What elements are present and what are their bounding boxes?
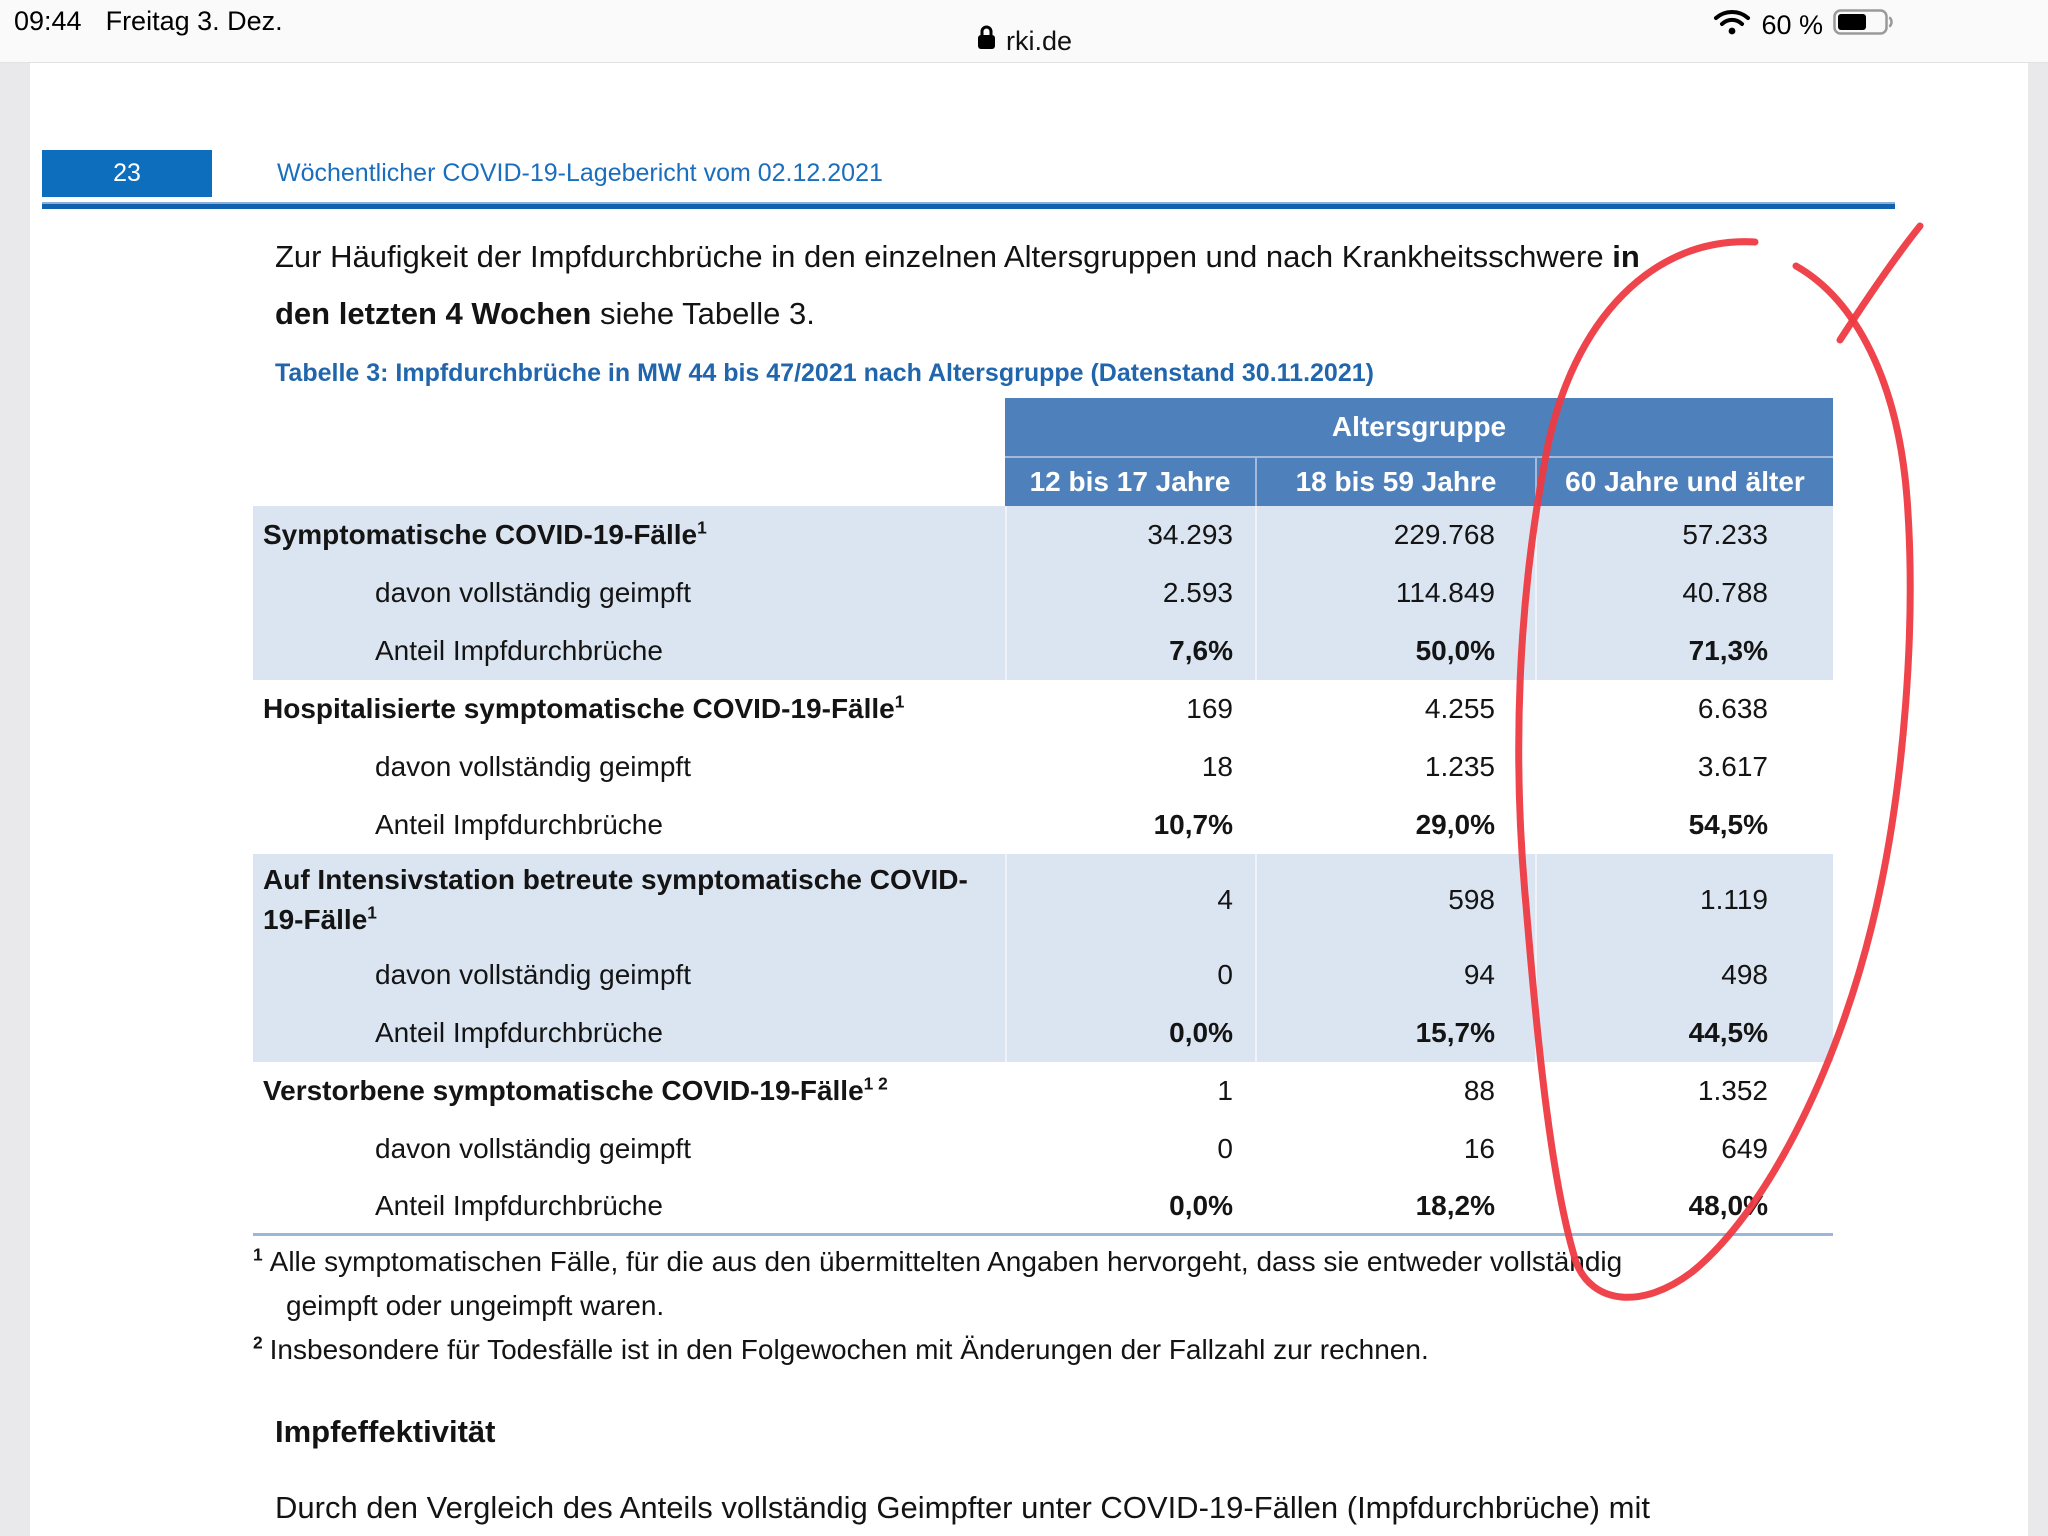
clock: 09:44 [14, 6, 82, 36]
cell-60plus: 3.617 [1697, 751, 1768, 782]
row-label: Hospitalisierte symptomatische COVID-19-Fälle$^1$ [263, 691, 905, 724]
footnote-2: $^2$ Insbesondere für Todesfälle ist in den Folgewochen mit Änderungen der Fallzahl zur rechnen. [253, 1332, 1429, 1365]
table-caption: Tabelle 3: Impfdurchbrüche in MW 44 bis 47/2021 nach Altersgruppe (Datenstand 30.11.2021) [275, 359, 1374, 387]
table-row [253, 796, 1833, 854]
pdf-page [30, 62, 2028, 1536]
cell-18-59: 598 [1255, 854, 1535, 946]
row-label: Symptomatische COVID-19-Fälle$^1$ [263, 517, 707, 550]
cell-60plus: 40.788 [1535, 564, 1833, 622]
row-label: Verstorbene symptomatische COVID-19-Fälle$^{1 2}$ [263, 1073, 888, 1106]
row-label: Auf Intensivstation betreute symptomatische COVID-19-Fälle$^1$ [263, 864, 968, 935]
url-domain: rki.de [1005, 25, 1073, 56]
col-header-18-59: 18 bis 59 Jahre [1255, 458, 1535, 506]
battery-percent: 60 % [1761, 10, 1823, 40]
cell-60plus: 498 [1535, 946, 1833, 1004]
cell-18-59: 29,0% [1415, 809, 1495, 840]
date: Freitag 3. Dez. [105, 6, 283, 36]
intro-paragraph [275, 228, 1640, 342]
row-label: davon vollständig geimpft [375, 959, 691, 990]
table-row [253, 506, 1833, 564]
cell-12-17: 2.593 [1005, 564, 1255, 622]
cell-12-17: 0 [1217, 1133, 1233, 1164]
cell-60plus: 1.119 [1535, 854, 1833, 946]
row-label: davon vollständig geimpft [375, 751, 691, 782]
footnote-1-line-1: $^1$ Alle symptomatischen Fälle, für die aus den übermittelten Angaben hervorgeht, dass sie entweder vollständig [253, 1244, 1623, 1277]
cell-18-59: 94 [1255, 946, 1535, 1004]
cell-60plus: 54,5% [1688, 809, 1768, 840]
header-rule [42, 202, 1895, 209]
col-header-12-17: 12 bis 17 Jahre [1029, 466, 1231, 497]
table-row [253, 854, 1833, 946]
row-label: Anteil Impfdurchbrüche [375, 635, 663, 666]
cell-60plus: 71,3% [1535, 622, 1833, 680]
cell-12-17: 4 [1005, 854, 1255, 946]
cell-18-59: 4.255 [1424, 693, 1495, 724]
cell-60plus: 57.233 [1535, 506, 1833, 564]
cell-12-17: 0 [1005, 946, 1255, 1004]
report-header [42, 150, 883, 197]
page-number-badge: 23 [42, 150, 212, 197]
intro-line-2: den letzten 4 Wochen siehe Tabelle 3. [275, 296, 815, 331]
table-row [253, 1178, 1833, 1236]
data-table [253, 398, 1833, 1236]
cell-12-17: 7,6% [1005, 622, 1255, 680]
table-row [253, 680, 1833, 738]
table-column-headers [1005, 458, 1833, 506]
cell-12-17: 0,0% [1005, 1004, 1255, 1062]
cell-12-17: 1 [1217, 1075, 1233, 1106]
cell-18-59: 88 [1463, 1075, 1495, 1106]
row-label: davon vollständig geimpft [375, 577, 691, 608]
browser-chrome [0, 0, 2048, 63]
address-bar[interactable] [0, 24, 2048, 58]
cell-18-59: 18,2% [1415, 1189, 1495, 1221]
row-label: Anteil Impfdurchbrüche [375, 809, 663, 840]
section-heading: Impfeffektivität [275, 1414, 496, 1449]
row-label: Anteil Impfdurchbrüche [375, 1017, 663, 1048]
cell-12-17: 169 [1186, 693, 1233, 724]
table-row [253, 1062, 1833, 1120]
cell-18-59: 229.768 [1255, 506, 1535, 564]
cell-60plus: 44,5% [1535, 1004, 1833, 1062]
lock-icon [976, 24, 997, 58]
cell-60plus: 6.638 [1697, 693, 1768, 724]
footnotes [253, 1240, 1622, 1372]
cell-12-17: 10,7% [1153, 809, 1233, 840]
footnote-1-line-2: geimpft oder ungeimpft waren. [286, 1290, 665, 1321]
cell-60plus: 1.352 [1697, 1075, 1768, 1106]
table-row [253, 738, 1833, 796]
cell-18-59: 50,0% [1255, 622, 1535, 680]
cell-12-17: 34.293 [1005, 506, 1255, 564]
cell-60plus: 649 [1721, 1133, 1768, 1164]
cell-18-59: 1.235 [1424, 751, 1495, 782]
section-body-line: Durch den Vergleich des Anteils vollständig Geimpfter unter COVID-19-Fällen (Impfdurchbrüche) mit [275, 1490, 1650, 1525]
table-row [253, 1004, 1833, 1062]
report-title: Wöchentlicher COVID-19-Lagebericht vom 02.12.2021 [277, 159, 883, 187]
cell-60plus: 48,0% [1688, 1189, 1768, 1221]
cell-18-59: 15,7% [1255, 1004, 1535, 1062]
table-row [253, 946, 1833, 1004]
table-row [253, 622, 1833, 680]
table-row [253, 564, 1833, 622]
row-label: davon vollständig geimpft [375, 1133, 691, 1164]
cell-18-59: 16 [1463, 1133, 1495, 1164]
cell-18-59: 114.849 [1255, 564, 1535, 622]
table-row [253, 1120, 1833, 1178]
col-header-60plus: 60 Jahre und älter [1535, 458, 1833, 506]
cell-12-17: 18 [1201, 751, 1233, 782]
cell-12-17: 0,0% [1169, 1189, 1233, 1221]
table-group-header: Altersgruppe [1005, 398, 1833, 458]
row-label: Anteil Impfdurchbrüche [375, 1189, 663, 1221]
intro-line-1: Zur Häufigkeit der Impfdurchbrüche in den einzelnen Altersgruppen und nach Krankheitsschwere in [275, 239, 1640, 274]
